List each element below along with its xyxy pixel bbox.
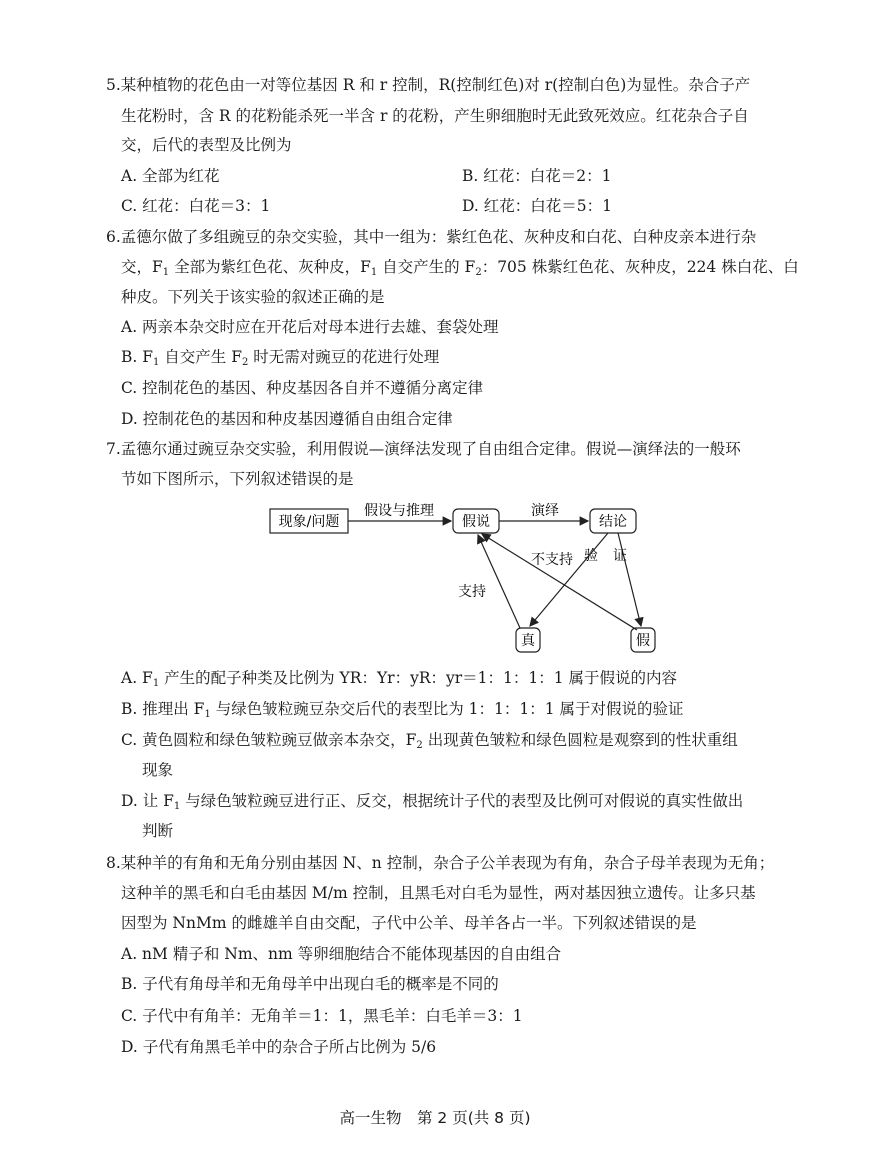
- q8-option-c: C. 子代中有角羊：无角羊＝1：1，黑毛羊：白毛羊＝3：1: [121, 1007, 523, 1025]
- phenomenon-label: 现象/问题: [278, 514, 340, 530]
- q8-option-d: D. 子代有角黑毛羊中的杂合子所占比例为 5/6: [121, 1038, 437, 1056]
- q7-stem-line2: 节如下图所示，下列叙述错误的是: [121, 470, 354, 488]
- hypothetico-deductive-diagram: [260, 498, 670, 658]
- q5-stem-line3: 交，后代的表型及比例为: [121, 136, 292, 154]
- arrow-to-true: [530, 533, 608, 626]
- q8-option-b: B. 子代有角母羊和无角母羊中出现白毛的概率是不同的: [121, 975, 499, 993]
- hypothesis-reasoning-label: 假设与推理: [364, 503, 434, 519]
- support-label: 支持: [458, 584, 486, 600]
- q5-option-b: B. 红花：白花＝2：1: [462, 167, 612, 185]
- q6-option-d: D. 控制花色的基因和种皮基因遵循自由组合定律: [121, 410, 453, 428]
- q6-stem-line2: 交，$F_1$ 全部为紫红色花、灰种皮，$F_1$ 自交产生的 $F_2$：705 株紫红色花、灰种皮，224 株白花、白: [121, 258, 799, 278]
- arrow-to-false: [618, 533, 641, 626]
- q8-stem-line1: 8.某种羊的有角和无角分别由基因 N、n 控制，杂合子公羊表现为有角，杂合子母羊表现为无角；: [106, 854, 775, 872]
- q6-stem-line1: 6.孟德尔做了多组豌豆的杂交实验，其中一组为：紫红色花、灰种皮和白花、白种皮亲本进行杂: [106, 228, 757, 246]
- page-footer: 高一生物 第 2 页(共 8 页): [339, 1109, 531, 1127]
- q6-option-c: C. 控制花色的基因、种皮基因各自并不遵循分离定律: [121, 379, 484, 397]
- not-support-label: 不支持: [531, 552, 573, 568]
- q8-stem-line2: 这种羊的黑毛和白毛由基因 M/m 控制，且黑毛对白毛为显性，两对基因独立遗传。让多只基: [121, 884, 756, 902]
- q7-option-d: D. 让 $F_1$ 与绿色皱粒豌豆进行正、反交，根据统计子代的表型及比例可对假说的真实性做出: [121, 792, 744, 812]
- verify-char-2: 证: [613, 548, 627, 564]
- q6-stem-line3: 种皮。下列关于该实验的叙述正确的是: [121, 288, 385, 306]
- false-label: 假: [636, 633, 650, 649]
- q7-stem-line1: 7.孟德尔通过豌豆杂交实验，利用假说—演绎法发现了自由组合定律。假说—演绎法的一般环: [106, 440, 741, 458]
- q7-option-b: B. 推理出 $F_1$ 与绿色皱粒豌豆杂交后代的表型比为 1：1：1：1 属于对假说的验证: [121, 700, 684, 720]
- q5-option-d: D. 红花：白花＝5：1: [462, 197, 612, 215]
- q7-option-c: C. 黄色圆粒和绿色皱粒豌豆做亲本杂交，$F_2$ 出现黄色皱粒和绿色圆粒是观察到的性状重组: [121, 731, 738, 751]
- q5-option-c: C. 红花：白花＝3：1: [121, 197, 271, 215]
- q5-stem-line2: 生花粉时，含 R 的花粉能杀死一半含 r 的花粉，产生卵细胞时无此致死效应。红花杂合子自: [121, 107, 749, 125]
- conclusion-label: 结论: [599, 514, 627, 530]
- q5-stem-line1: 5.某种植物的花色由一对等位基因 R 和 r 控制，R(控制红色)对 r(控制白色)为显性。杂合子产: [106, 76, 751, 94]
- arrow-support: [478, 535, 520, 628]
- q5-option-a: A. 全部为红花: [121, 167, 220, 185]
- q8-stem-line3: 因型为 NnMm 的雌雄羊自由交配，子代中公羊、母羊各占一半。下列叙述错误的是: [121, 914, 697, 932]
- q7-option-d-cont: 判断: [142, 822, 174, 840]
- true-label: 真: [521, 633, 535, 649]
- q8-option-a: A. nM 精子和 Nm、nm 等卵细胞结合不能体现基因的自由组合: [121, 945, 562, 963]
- q6-option-b: B. $F_1$ 自交产生 $F_2$ 时无需对豌豆的花进行处理: [121, 348, 440, 368]
- deduction-label: 演绎: [531, 503, 559, 519]
- verify-char-1: 验: [584, 548, 598, 564]
- hypothesis-label: 假说: [462, 514, 490, 530]
- q6-option-a: A. 两亲本杂交时应在开花后对母本进行去雄、套袋处理: [121, 318, 499, 336]
- q7-option-c-cont: 现象: [142, 761, 174, 779]
- q7-option-a: A. $F_1$ 产生的配子种类及比例为 YR：Yr：yR：yr＝1：1：1：1 属于假说的内容: [121, 669, 678, 689]
